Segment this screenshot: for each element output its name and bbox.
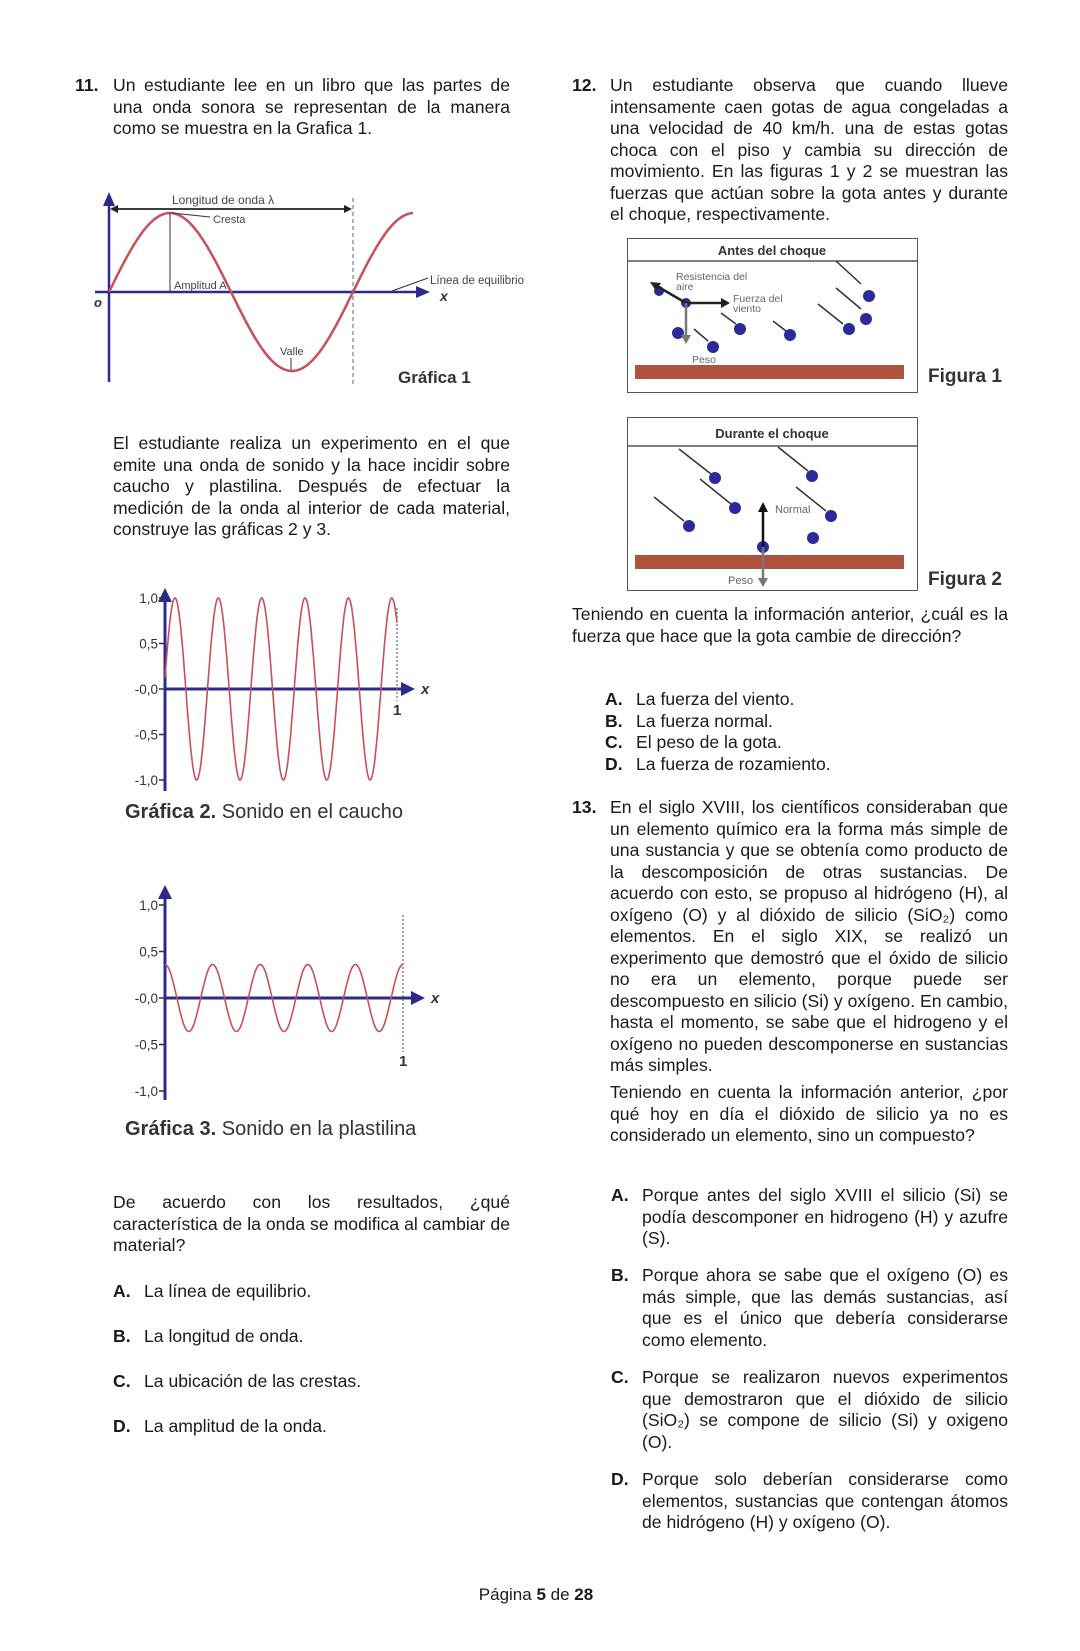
footer-prefix: Página (478, 1585, 537, 1604)
wavelength-label: Longitud de onda λ (172, 193, 275, 207)
q11-intro: Un estudiante lee en un libro que las partes de una onda sonora se representan de la manera como se muestra en la Grafica 1. (113, 75, 510, 138)
q13-option-a[interactable] (611, 1185, 1008, 1250)
q13-option-d[interactable] (611, 1469, 1008, 1534)
y-tick-label: -1,0 (134, 773, 158, 788)
option-text: Porque solo deberían considerarse como elementos, sustancias que contengan átomos de hidrógeno (H) y oxígeno (O). (642, 1469, 1008, 1532)
normal-label: Normal (775, 504, 811, 516)
option-letter: A. (113, 1281, 131, 1301)
weight-label: Peso (728, 575, 754, 587)
q12-question: Teniendo en cuenta la información anterior, ¿cuál es la fuerza que hace que la gota cambie de dirección? (572, 604, 1008, 646)
x-axis-label: x (431, 990, 440, 1007)
q13-intro: En el siglo XVIII, los científicos consideraban que un elemento químico era la forma más simple de una sustancia y que se obtenía como producto de la descomposición de otras sustancias. De acuerdo con esto, se propuso al hidrógeno (H), al oxígeno (O) y al dióxido de silicio (SiO₂) como elementos. En el siglo XIX, se realizó un experimento que demostró que el óxido de silicio no era un elemento, porque puede ser descompuesto en silicio (Si) y oxígeno. En cambio, hasta el momento, se sabe que el hidrogeno y el oxígeno no pueden descomponerse en sustancias más simples. (610, 797, 1009, 1075)
y-axis-arrow (158, 885, 172, 899)
x-tick-label: 1 (393, 702, 402, 719)
y-tick-label: 0,5 (139, 636, 158, 652)
chart-subtitle: Sonido en el caucho (216, 801, 403, 823)
chart-title: Gráfica 3. (125, 1118, 217, 1140)
q11-option-a[interactable] (113, 1281, 510, 1303)
option-text: Porque antes del siglo XVIII el silicio (Si) se podía descomponer en hidrogeno (H) y azufre (S). (642, 1185, 1008, 1248)
wind-force-label: Fuerza del (733, 293, 783, 305)
option-text: Porque ahora se sabe que el oxígeno (O) es más simple, que las demás sustancias, así que es el único que debería considerarse como elemento. (642, 1265, 1008, 1350)
trough-label: Valle (280, 346, 304, 358)
x-axis-label: x (421, 681, 430, 698)
graph-2 (115, 580, 445, 830)
q11-option-c[interactable] (113, 1371, 510, 1393)
option-text: La fuerza de rozamiento. (636, 753, 831, 774)
normal-arrowhead (758, 502, 768, 512)
q12-intro: Un estudiante observa que cuando llueve intensamente caen gotas de agua congeladas a una velocidad de 40 km/h. una de estas gotas choca con el piso y cambia su dirección de movimiento. En las figuras 1 y 2 se muestran las fuerzas que actúan sobre la gota antes y durante el choque, respectivamente. (610, 75, 1008, 224)
option-letter: B. (611, 1265, 629, 1285)
figure1-caption: Figura 1 (928, 366, 1002, 387)
wavelength-arrowhead-right (344, 205, 352, 213)
figure2-caption: Figura 2 (928, 569, 1002, 590)
q11-option-b[interactable] (113, 1326, 510, 1348)
chart-subtitle: Sonido en la plastilina (216, 1118, 417, 1140)
graph1-x-arrow (416, 286, 430, 298)
page-number: 5 (536, 1585, 546, 1604)
crest-label: Cresta (213, 214, 246, 226)
q12-option-b[interactable] (605, 710, 1008, 733)
y-tick-label: -1,0 (134, 1084, 158, 1099)
amplitude-label: Amplitud A (174, 280, 227, 292)
y-axis-arrow (158, 588, 172, 602)
graph1-caption: Gráfica 1 (398, 368, 471, 387)
y-tick-label: 1,0 (139, 591, 158, 606)
option-text: La fuerza normal. (636, 710, 773, 731)
wavelength-arrowhead-left (110, 205, 118, 213)
graph-3 (115, 870, 445, 1150)
y-tick-label: 1,0 (139, 898, 158, 913)
q13-option-b[interactable] (611, 1265, 1008, 1351)
ground (635, 555, 904, 569)
q11-question: De acuerdo con los resultados, ¿qué característica de la onda se modifica al cambiar de material? (113, 1192, 510, 1255)
origin-label: o (94, 295, 102, 310)
wind-force-arrowhead (721, 298, 730, 308)
option-letter: D. (113, 1416, 131, 1436)
option-letter: D. (605, 753, 623, 774)
chart-caption (125, 1118, 417, 1140)
y-tick-label: -0,0 (134, 682, 158, 697)
q13-option-c[interactable] (611, 1367, 1008, 1453)
q11-experiment: El estudiante realiza un experimento en el que emite una onda de sonido y la hace incidir sobre caucho y plastilina. Después de efectuar la medición de la onda al interior de cada material, construye las gráficas 2 y 3. (113, 433, 510, 539)
x-axis-arrow (401, 682, 415, 696)
wind-force-label-2: viento (733, 303, 762, 315)
question-number-13: 13. (572, 797, 597, 817)
air-resistance-label: Resistencia del (676, 271, 748, 283)
option-letter: B. (113, 1326, 131, 1346)
q12-option-a[interactable] (605, 689, 1008, 711)
figure1-header: Antes del choque (717, 243, 827, 258)
option-text: Porque se realizaron nuevos experimentos que demostraron que el dióxido de silicio (SiO₂) se compone de silicio (Si) y oxigeno (O). (642, 1367, 1008, 1452)
q13-question: Teniendo en cuenta la información anterior, ¿por qué hoy en día el dióxido de silicio ya no es considerado un elemento, sino un compuesto? (610, 1082, 1008, 1145)
figure-1 (627, 238, 918, 393)
question-number-11: 11. (75, 75, 99, 95)
weight-arrowhead (758, 578, 768, 587)
q12-option-c[interactable] (605, 732, 1008, 754)
ground (635, 365, 904, 379)
equilibrium-label: Línea de equilibrio (430, 275, 524, 287)
option-letter: C. (605, 732, 623, 752)
q11-option-d[interactable] (113, 1416, 510, 1438)
figure-2 (627, 417, 918, 591)
weight-arrowhead (681, 335, 691, 344)
option-text: La ubicación de las crestas. (144, 1371, 362, 1391)
option-letter: A. (605, 689, 623, 709)
y-tick-label: 0,5 (139, 944, 158, 960)
x-label: x (440, 288, 448, 304)
footer-middle: de (545, 1585, 575, 1604)
air-resistance-label-2: aire (676, 281, 694, 293)
chart-caption (125, 801, 403, 823)
q12-option-d[interactable] (605, 753, 1008, 776)
option-letter: B. (605, 710, 623, 731)
option-letter: D. (611, 1469, 629, 1489)
y-tick-label: -0,5 (134, 727, 158, 743)
option-letter: C. (611, 1367, 629, 1387)
graph-1 (80, 180, 540, 400)
weight-label: Peso (692, 354, 716, 366)
option-letter: C. (113, 1371, 131, 1391)
x-axis-arrow (411, 991, 425, 1005)
page-footer (0, 1585, 1072, 1605)
chart-title: Gráfica 2. (125, 801, 217, 823)
x-tick-label: 1 (399, 1053, 408, 1070)
option-text: La fuerza del viento. (636, 689, 795, 709)
figure2-header: Durante el choque (715, 426, 829, 441)
page-total: 28 (574, 1585, 594, 1604)
option-text: El peso de la gota. (636, 732, 782, 752)
question-number-12: 12. (572, 75, 597, 95)
graph1-y-arrow (103, 192, 115, 206)
y-tick-label: -0,0 (134, 991, 158, 1006)
y-tick-label: -0,5 (134, 1037, 158, 1053)
option-text: La amplitud de la onda. (144, 1416, 327, 1436)
option-text: La longitud de onda. (144, 1326, 304, 1346)
option-letter: A. (611, 1185, 629, 1205)
option-text: La línea de equilibrio. (144, 1281, 312, 1301)
